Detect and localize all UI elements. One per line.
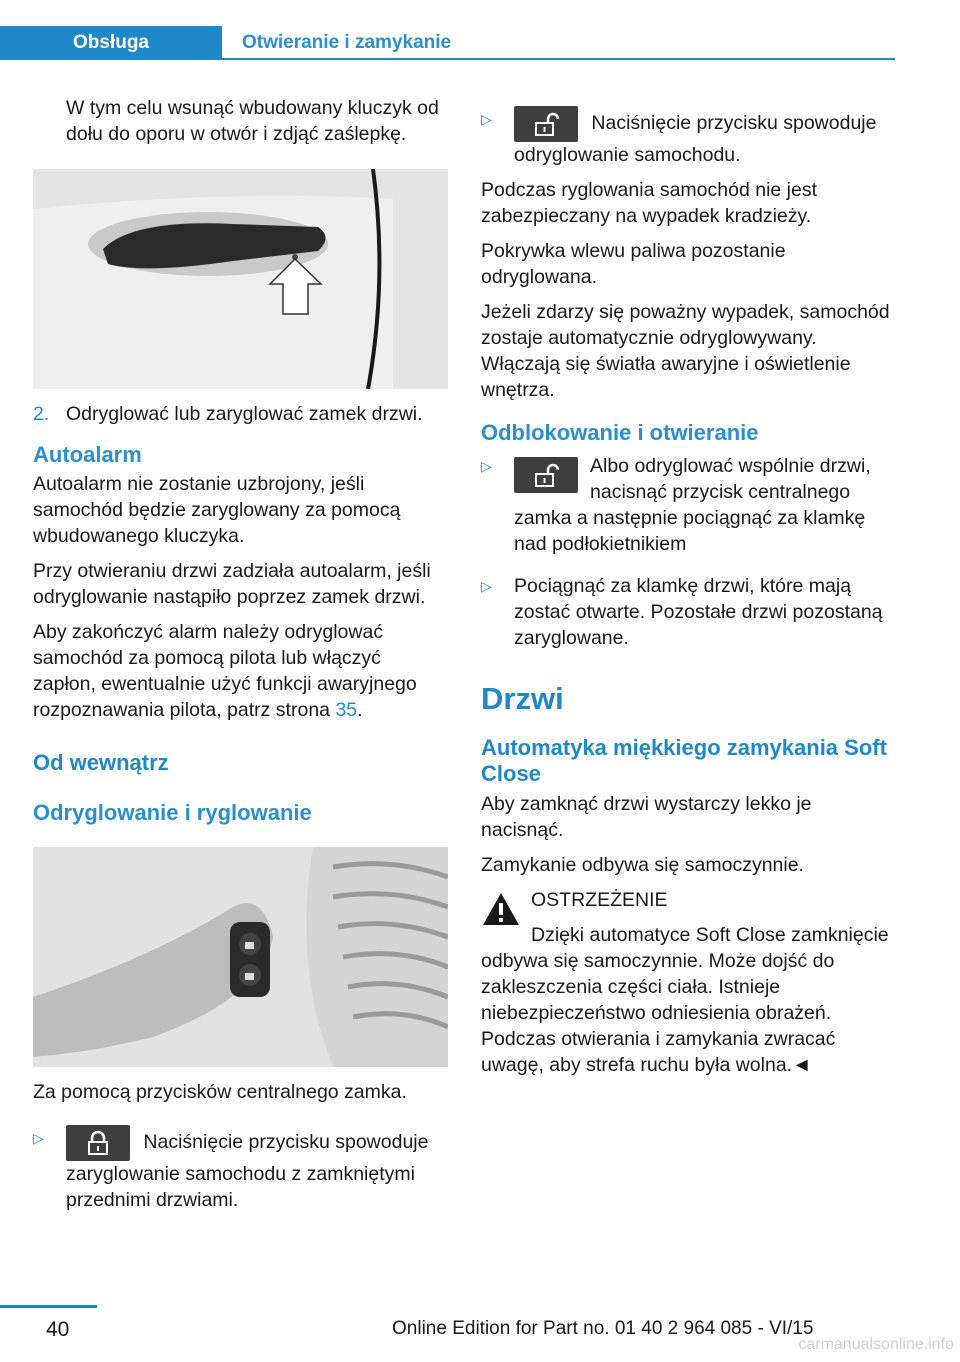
lock-heading: Odryglowanie i ryglowanie [33,800,312,825]
interior-door-illustration [33,847,448,1067]
warning-body: Dzięki automatyce Soft Close zamknięcie odbywa się samoczynnie. Może dojść do zakleszczenia części ciała. Istnieje niebezpieczeństwo odniesienia obrażeń. Podczas otwierania i zamykania zwracać uwagę, aby strefa ruchu była wolna.◄ [481,924,889,1076]
door-lock-buttons-image [33,847,448,1067]
alarm-paragraph-1: Autoalarm nie zostanie uzbrojony, jeśli samochód będzie zaryglowany za pomocą wbudowanego kluczyka. [33,473,401,547]
header-divider [222,58,895,60]
left-column [33,95,448,1222]
open-item-1-text: Albo odryglować wspólnie drzwi, nacisnąć przycisk centralnego zamka a następnie pociągnąć za klamkę nad podłokietnikiem [514,455,871,555]
alarm-heading: Autoalarm [33,442,142,467]
section-tab[interactable]: Obsługa [0,26,222,60]
page-number: 40 [46,1318,70,1341]
alarm-text: Aby zakończyć alarm należy odryglować samochód za pomocą pilota lub włączyć zapłon, ewentualnie użyć funkcji awaryjnego rozpoznawania pilota, patrz strona [33,621,417,721]
doors-heading: Drzwi [481,681,564,716]
watermark-text: carmanualsonline.info [798,1336,954,1353]
triangle-bullet-icon: ▷ [33,1130,44,1146]
lock-item-text: Naciśnięcie przycisku spowoduje zaryglowanie samochodu z zamkniętymi przednimi drzwiami. [66,1131,429,1211]
step-2 [33,401,448,427]
warning-block [481,887,896,913]
chapter-tab[interactable]: Otwieranie i zamykanie [242,32,452,53]
warning-text [481,922,896,1078]
alarm-paragraph-2: Przy otwieraniu drzwi zadziała autoalarm, jeśli odryglowanie nastąpiło poprzez zamek drzwi. [33,560,431,608]
fuel-flap-paragraph: Pokrywka wlewu paliwa pozostanie odryglowana. [481,240,786,288]
alarm-paragraph-3 [33,619,448,723]
footer-divider [0,1305,97,1308]
edition-text: Online Edition for Part no. 01 40 2 964 085 - VI/15 [392,1318,814,1339]
step-text: Odryglować lub zaryglować zamek drzwi. [66,403,423,425]
step-number: 2. [33,403,50,425]
theft-paragraph: Podczas ryglowania samochód nie jest zabezpieczany na wypadek kradzieży. [481,179,818,227]
intro-paragraph: W tym celu wsunąć wbudowany kluczyk od dołu do oporu w otwór i zdjąć zaślepkę. [66,97,439,145]
inside-heading: Od wewnątrz [33,750,169,775]
open-item-2 [481,573,896,651]
buttons-caption: Za pomocą przycisków centralnego zamka. [33,1081,407,1103]
lock-key-icon [66,1125,130,1161]
open-item-1 [481,453,896,557]
page-header [0,26,895,62]
unlock-item-text: Naciśnięcie przycisku spowoduje odryglowanie samochodu. [514,112,877,166]
softclose-paragraph-1: Aby zamknąć drzwi wystarczy lekko je nacisnąć. [481,793,812,841]
triangle-bullet-icon: ▷ [481,578,492,594]
alarm-punct: . [357,699,363,721]
accident-paragraph: Jeżeli zdarzy się poważny wypadek, samochód zostaje automatycznie odryglowywany. Włączają się światła awaryjne i oświetlenie wnętrza. [481,301,890,401]
door-handle-image [33,169,448,389]
triangle-bullet-icon: ▷ [481,458,492,474]
lock-button-item [33,1125,448,1213]
unlock-key-icon [514,106,578,142]
warning-triangle-icon [481,891,521,927]
softclose-paragraph-2: Zamykanie odbywa się samoczynnie. [481,854,804,876]
triangle-bullet-icon: ▷ [481,111,492,127]
unlock-key-icon [514,457,578,493]
unlock-button-item [481,106,896,168]
right-column [481,106,896,1087]
warning-title: OSTRZEŻENIE [531,889,668,911]
page-reference-link[interactable]: 35 [335,699,358,721]
open-item-2-text: Pociągnąć za klamkę drzwi, które mają zostać otwarte. Pozostałe drzwi pozostaną zaryglowane. [514,575,883,649]
open-heading: Odblokowanie i otwieranie [481,420,759,445]
softclose-heading: Automatyka miękkiego zamykania Soft Close [481,735,887,786]
door-handle-illustration [33,169,448,389]
